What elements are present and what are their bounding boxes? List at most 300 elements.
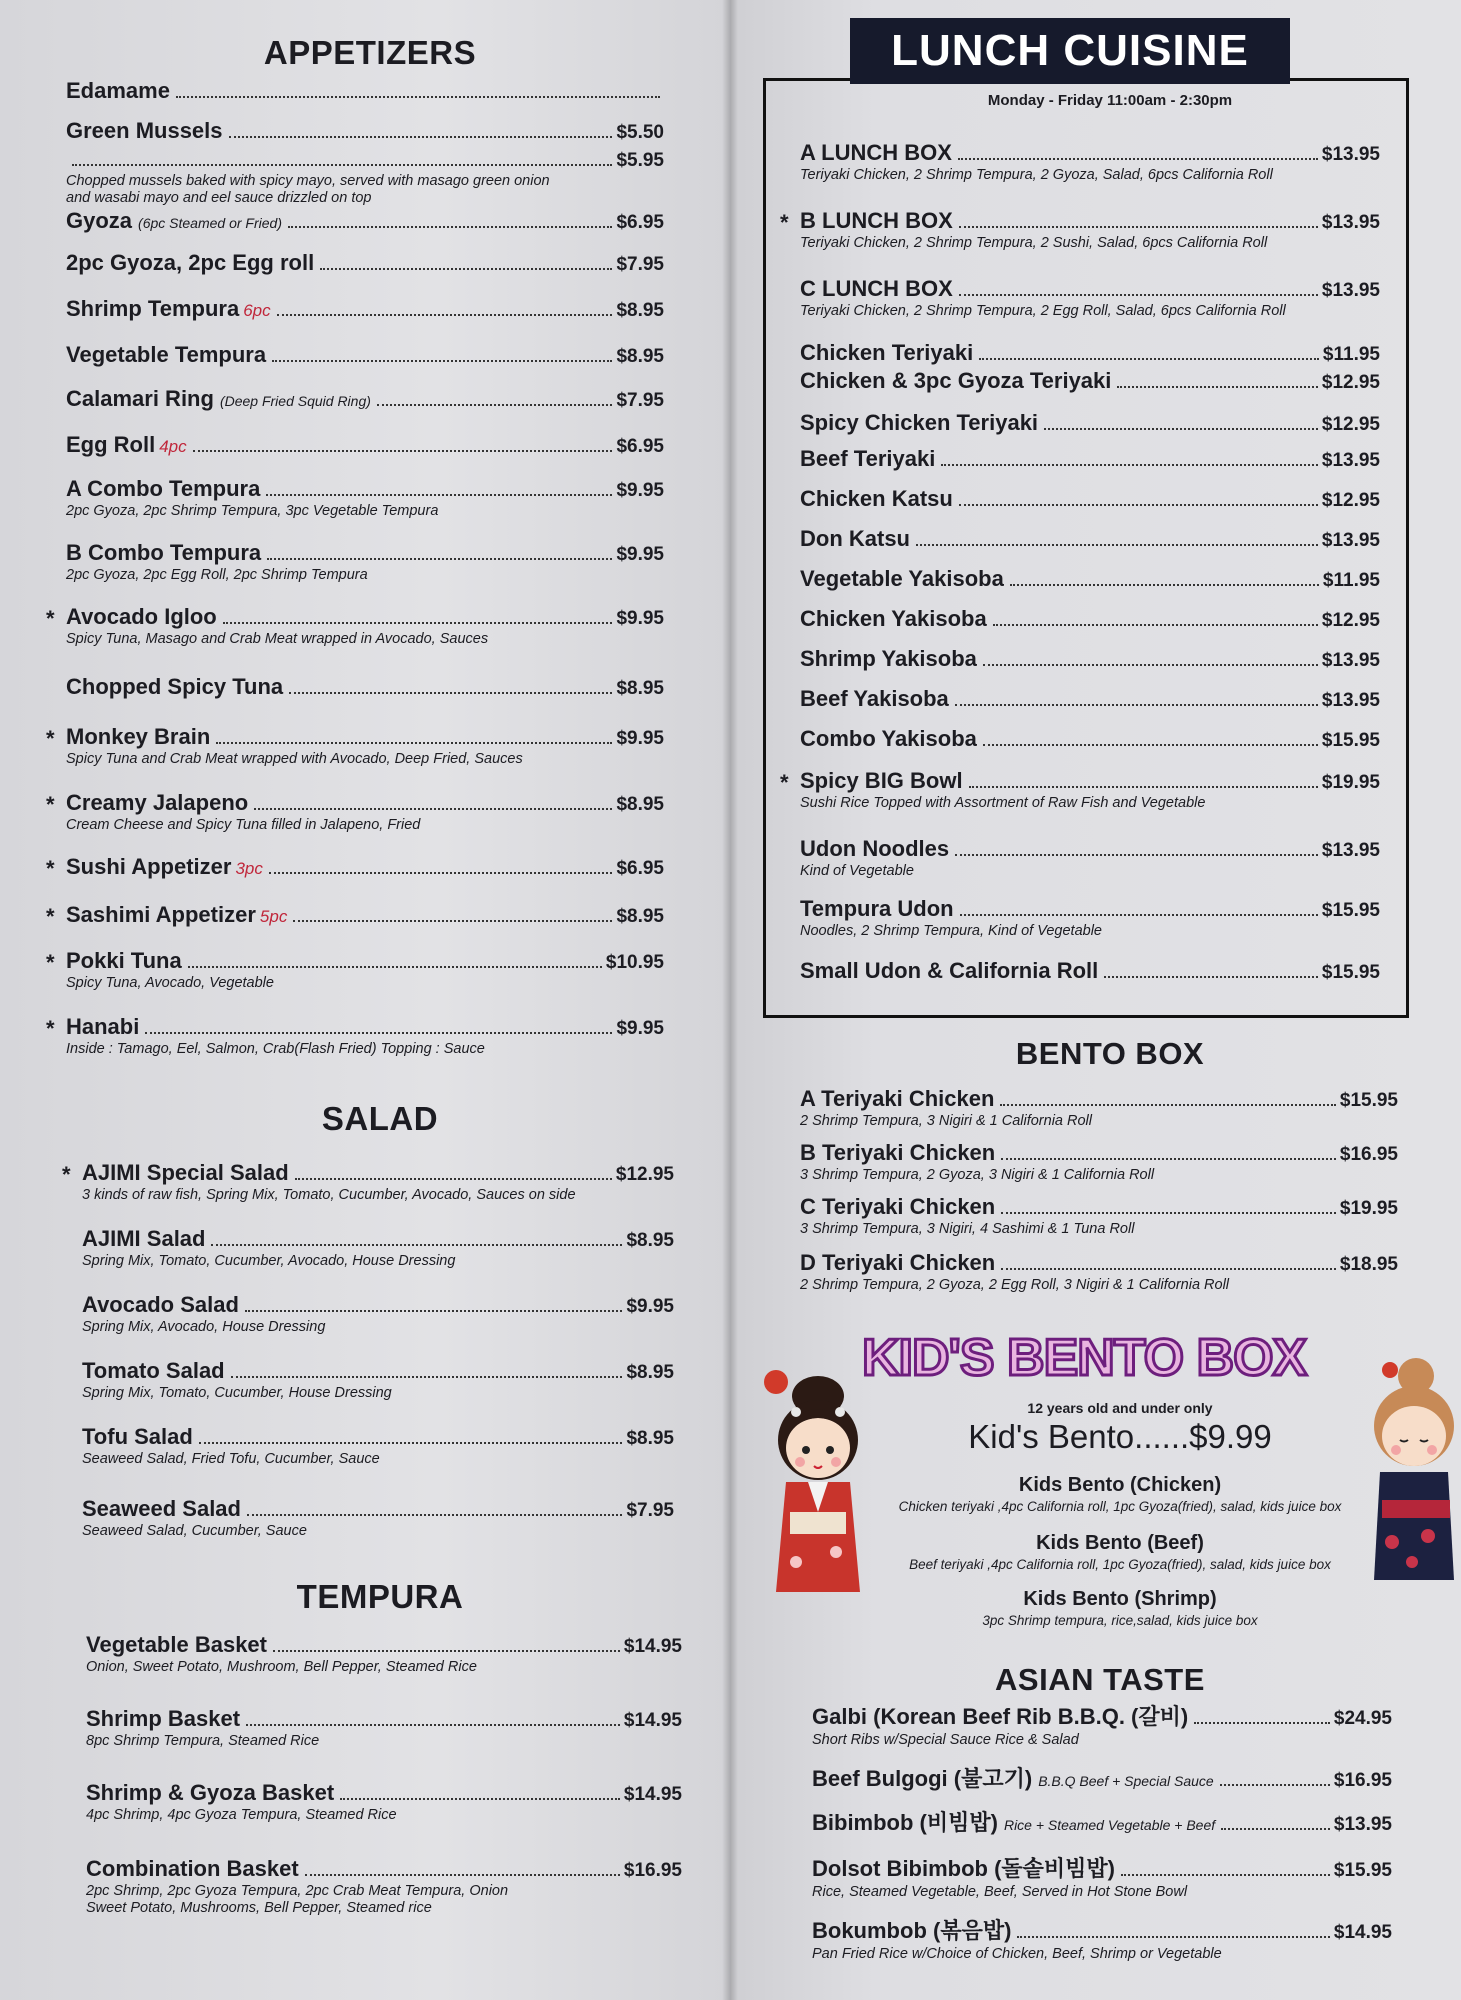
dot-leader (288, 226, 612, 228)
menu-item-name: Avocado Igloo (66, 604, 217, 629)
menu-item-name: Chicken Teriyaki (800, 340, 974, 365)
menu-item (66, 342, 664, 368)
menu-item-name: B Teriyaki Chicken (800, 1140, 996, 1165)
menu-item-price: $13.95 (1321, 450, 1380, 471)
menu-item-price: $13.95 (1321, 650, 1380, 671)
menu-item-quantity: 3pc (235, 859, 263, 878)
menu-item-name: Vegetable Basket (86, 1632, 267, 1657)
menu-item-description: Chopped mussels baked with spicy mayo, served with masago green onion and wasabi mayo and eel sauce drizzled on top (66, 173, 550, 206)
menu-item-description: 2 Shrimp Tempura, 3 Nigiri & 1 California Roll (800, 1113, 1092, 1129)
menu-item (66, 540, 664, 584)
menu-item-name: Galbi (Korean Beef Rib B.B.Q. (갈비) (812, 1704, 1189, 1729)
menu-item-note: (6pc Steamed or Fried) (138, 215, 282, 231)
menu-item (812, 1914, 1392, 1963)
menu-item-row (86, 1856, 682, 1882)
dot-leader (1104, 976, 1318, 978)
menu-item (812, 1700, 1392, 1749)
menu-item-name: Tomato Salad (82, 1358, 225, 1383)
menu-item (66, 296, 664, 322)
menu-item-price: $6.95 (616, 212, 664, 233)
menu-item-name: Chicken Katsu (800, 486, 953, 511)
menu-item-price: $8.95 (616, 906, 664, 927)
menu-item-row (86, 1780, 682, 1806)
dot-leader (246, 1724, 620, 1726)
menu-item-price: $13.95 (1321, 690, 1380, 711)
menu-item-row (812, 1806, 1392, 1837)
menu-item-description: 4pc Shrimp, 4pc Gyoza Tempura, Steamed Rice (86, 1807, 397, 1823)
dot-leader (955, 854, 1318, 856)
dot-leader (979, 358, 1319, 360)
menu-item (812, 1762, 1392, 1793)
menu-item (800, 1140, 1398, 1184)
menu-item-name: B LUNCH BOX (800, 208, 953, 233)
menu-item-price: $19.95 (1339, 1198, 1398, 1219)
menu-item-row (812, 1762, 1392, 1793)
menu-item (66, 150, 664, 207)
menu-item-row (800, 566, 1380, 592)
menu-item-row (66, 604, 664, 630)
menu-item-price: $6.95 (616, 858, 664, 879)
menu-item-name: AJIMI Salad (82, 1226, 206, 1251)
menu-item-price: $16.95 (623, 1860, 682, 1881)
menu-item-name: Bokumbob (볶음밥) (812, 1918, 1012, 1943)
menu-item (66, 386, 664, 412)
menu-item-name: A Combo Tempura (66, 476, 261, 501)
menu-item (46, 854, 664, 881)
menu-item-description: Noodles, 2 Shrimp Tempura, Kind of Vegetable (800, 923, 1102, 939)
menu-item (46, 724, 664, 768)
menu-item-price: $13.95 (1321, 530, 1380, 551)
menu-item-name: Small Udon & California Roll (800, 958, 1099, 983)
kids-bento-item (860, 1474, 1380, 1515)
dot-leader (295, 1178, 612, 1180)
dot-leader (254, 808, 612, 810)
menu-item-row (800, 368, 1380, 394)
menu-item-name: Spicy BIG Bowl (800, 768, 963, 793)
menu-item-price: $8.95 (616, 678, 664, 699)
dot-leader (176, 96, 660, 98)
menu-item-price: $18.95 (1339, 1254, 1398, 1275)
menu-item (46, 604, 664, 648)
kids-bento-price: Kid's Bento......$9.99 (968, 1418, 1272, 1455)
menu-item (800, 1250, 1398, 1294)
kids-bento-name: Kids Bento (Beef) (1036, 1532, 1204, 1554)
menu-item-name: Monkey Brain (66, 724, 211, 749)
menu-item-name: B Combo Tempura (66, 540, 262, 565)
menu-item (800, 486, 1380, 512)
dot-leader (983, 744, 1318, 746)
dot-leader (916, 544, 1318, 546)
menu-item-description: 3 Shrimp Tempura, 2 Gyoza, 3 Nigiri & 1 California Roll (800, 1167, 1155, 1183)
menu-item-price: $16.95 (1333, 1770, 1392, 1791)
menu-item-price: $8.95 (616, 300, 664, 321)
menu-item-row (66, 342, 664, 368)
menu-item-name: Dolsot Bibimbob (돌솥비빔밥) (812, 1856, 1116, 1881)
menu-item-name: Beef Yakisoba (800, 686, 949, 711)
kimono-doll-right-illustration (1358, 1348, 1458, 1588)
menu-item (66, 118, 664, 144)
menu-item-price: $16.95 (1339, 1144, 1398, 1165)
menu-item-name: A Teriyaki Chicken (800, 1086, 995, 1111)
menu-item-name: Avocado Salad (82, 1292, 239, 1317)
menu-item-row (800, 1086, 1398, 1112)
menu-item (780, 768, 1380, 812)
menu-item-row (66, 476, 664, 502)
menu-item-name: C LUNCH BOX (800, 276, 953, 301)
dot-leader (1001, 1158, 1336, 1160)
menu-item-row (800, 896, 1380, 922)
menu-item-description: Sushi Rice Topped with Assortment of Raw Fish and Vegetable (800, 795, 1206, 811)
menu-item-name: C Teriyaki Chicken (800, 1194, 996, 1219)
menu-item-price: $12.95 (1321, 490, 1380, 511)
menu-item-row (800, 958, 1380, 984)
menu-item-row (66, 724, 664, 750)
popular-star-icon: * (46, 950, 55, 975)
menu-item (800, 896, 1380, 940)
menu-item-price: $14.95 (623, 1636, 682, 1657)
popular-star-icon: * (780, 210, 789, 235)
dot-leader (1220, 1784, 1330, 1786)
menu-item-price: $9.95 (616, 1018, 664, 1039)
kids-bento-box-heading: KID'S BENTO BOX (862, 1329, 1307, 1387)
dot-leader (145, 1032, 612, 1034)
menu-item (800, 446, 1380, 472)
dot-leader (959, 504, 1318, 506)
dot-leader (1001, 1268, 1336, 1270)
dot-leader (229, 136, 613, 138)
menu-item (66, 432, 664, 458)
menu-item-description: 8pc Shrimp Tempura, Steamed Rice (86, 1733, 320, 1749)
menu-item-name: A LUNCH BOX (800, 140, 952, 165)
menu-item-name: Egg Roll (66, 432, 156, 457)
dot-leader (199, 1442, 623, 1444)
menu-item-name: Pokki Tuna (66, 948, 182, 973)
menu-item-name: Chicken & 3pc Gyoza Teriyaki (800, 368, 1112, 393)
menu-item-price: $13.95 (1321, 144, 1380, 165)
menu-item-note: B.B.Q Beef + Special Sauce (1038, 1773, 1214, 1789)
menu-item-row (66, 150, 664, 172)
menu-item-row (800, 276, 1380, 302)
menu-item-note: Rice + Steamed Vegetable + Beef (1003, 1817, 1216, 1833)
menu-item-price: $14.95 (1333, 1922, 1392, 1943)
menu-item-description: Spicy Tuna, Masago and Crab Meat wrapped in Avocado, Sauces (66, 631, 489, 647)
menu-item-quantity: 6pc (243, 301, 271, 320)
dot-leader (340, 1798, 620, 1800)
dot-leader (272, 360, 612, 362)
kids-bento-description: Beef teriyaki ,4pc California roll, 1pc Gyoza(fried), salad, kids juice box (909, 1557, 1331, 1572)
menu-item-name: Edamame (66, 78, 170, 103)
menu-item-name: Tempura Udon (800, 896, 954, 921)
popular-star-icon: * (46, 1016, 55, 1041)
menu-item-description: Spicy Tuna, Avocado, Vegetable (66, 975, 274, 991)
menu-item (86, 1632, 682, 1676)
menu-item-price: $14.95 (623, 1784, 682, 1805)
menu-item (800, 646, 1380, 672)
menu-item (800, 726, 1380, 752)
popular-star-icon: * (46, 726, 55, 751)
menu-item-description: 3 kinds of raw fish, Spring Mix, Tomato, Cucumber, Avocado, Sauces on side (82, 1187, 576, 1203)
menu-item-price: $8.95 (616, 346, 664, 367)
menu-item (86, 1706, 682, 1750)
menu-item-row (800, 410, 1380, 436)
menu-item-price: $9.95 (626, 1296, 674, 1317)
menu-item-price: $12.95 (615, 1164, 674, 1185)
menu-item-description: Kind of Vegetable (800, 863, 914, 879)
menu-item-row (66, 790, 664, 816)
menu-item (82, 1424, 674, 1468)
menu-item-row (800, 1250, 1398, 1276)
appetizers-heading: APPETIZERS (263, 34, 477, 71)
menu-item-name: D Teriyaki Chicken (800, 1250, 996, 1275)
dot-leader (1194, 1722, 1330, 1724)
menu-item-name: Udon Noodles (800, 836, 950, 861)
menu-item-price: $13.95 (1321, 212, 1380, 233)
menu-item-price: $15.95 (1333, 1860, 1392, 1881)
menu-item (66, 250, 664, 276)
dot-leader (231, 1376, 623, 1378)
menu-item-row (800, 446, 1380, 472)
menu-item (86, 1856, 682, 1917)
menu-item-quantity: 4pc (159, 437, 187, 456)
dot-leader (955, 704, 1318, 706)
menu-item (66, 476, 664, 520)
menu-item-price: $15.95 (1321, 900, 1380, 921)
menu-item-description: Spicy Tuna and Crab Meat wrapped with Avocado, Deep Fried, Sauces (66, 751, 523, 767)
menu-item-row (66, 296, 664, 322)
dot-leader (247, 1514, 622, 1516)
popular-star-icon: * (780, 770, 789, 795)
menu-item-price: $9.95 (616, 728, 664, 749)
kids-bento-item (860, 1532, 1380, 1573)
menu-item-price: $11.95 (1322, 344, 1380, 365)
menu-item-row (66, 386, 664, 412)
popular-star-icon: * (46, 792, 55, 817)
dot-leader (305, 1874, 620, 1876)
menu-item (800, 566, 1380, 592)
menu-item-row (800, 1194, 1398, 1220)
dot-leader (1221, 1828, 1330, 1830)
menu-item-price: $9.95 (616, 544, 664, 565)
menu-item-description: Spring Mix, Avocado, House Dressing (82, 1319, 326, 1335)
menu-item-row (86, 1632, 682, 1658)
dot-leader (245, 1310, 623, 1312)
menu-item-name: Shrimp Tempura (66, 296, 240, 321)
menu-item-name: Chicken Yakisoba (800, 606, 987, 631)
menu-item-row (800, 208, 1380, 234)
menu-item (46, 790, 664, 834)
menu-item-price: $13.95 (1333, 1814, 1392, 1835)
popular-star-icon: * (46, 606, 55, 631)
menu-item-name: Beef Bulgogi (불고기) (812, 1766, 1033, 1791)
kids-bento-name: Kids Bento (Chicken) (1018, 1474, 1222, 1496)
menu-item-row (800, 1140, 1398, 1166)
menu-item (812, 1852, 1392, 1901)
menu-item-row (66, 902, 664, 928)
dot-leader (320, 268, 612, 270)
popular-star-icon: * (46, 904, 55, 929)
menu-item-description: 2pc Gyoza, 2pc Egg Roll, 2pc Shrimp Tempura (66, 567, 368, 583)
menu-item (800, 606, 1380, 632)
tempura-heading: TEMPURA (296, 1578, 464, 1615)
menu-item (780, 208, 1380, 252)
page-fold (722, 0, 738, 2000)
menu-item-price: $6.95 (616, 436, 664, 457)
menu-item-name: Gyoza (66, 208, 133, 233)
menu-item-price: $13.95 (1321, 280, 1380, 301)
menu-item-name: Beef Teriyaki (800, 446, 936, 471)
menu-item-row (800, 686, 1380, 712)
dot-leader (188, 966, 602, 968)
menu-item-row (800, 646, 1380, 672)
dot-leader (273, 1650, 620, 1652)
menu-item-name: Sushi Appetizer (66, 854, 232, 879)
salad-heading: SALAD (321, 1100, 439, 1137)
menu-item-row (800, 606, 1380, 632)
dot-leader (993, 624, 1318, 626)
menu-item-row (812, 1914, 1392, 1945)
menu-item-description: Short Ribs w/Special Sauce Rice & Salad (812, 1732, 1079, 1748)
dot-leader (377, 404, 613, 406)
menu-item-row (66, 432, 664, 458)
dot-leader (983, 664, 1318, 666)
menu-item (800, 958, 1380, 984)
dot-leader (1017, 1936, 1329, 1938)
menu-item-price: $11.95 (1322, 570, 1380, 591)
dot-leader (941, 464, 1318, 466)
dot-leader (193, 450, 613, 452)
dot-leader (1117, 386, 1317, 388)
menu-item-row (800, 526, 1380, 552)
menu-item-row (66, 208, 664, 234)
dot-leader (267, 558, 612, 560)
menu-item-description: Spring Mix, Tomato, Cucumber, Avocado, House Dressing (82, 1253, 456, 1269)
menu-item-price: $5.95 (616, 150, 664, 171)
dot-leader (289, 692, 612, 694)
menu-item-row (812, 1852, 1392, 1883)
menu-item-row (86, 1706, 682, 1732)
menu-item-name: Combo Yakisoba (800, 726, 977, 751)
menu-item-price: $15.95 (1321, 962, 1380, 983)
menu-item (800, 526, 1380, 552)
menu-item-description: 2pc Gyoza, 2pc Shrimp Tempura, 3pc Vegetable Tempura (66, 503, 439, 519)
menu-item (800, 276, 1380, 320)
kids-age-note: 12 years old and under only (1027, 1400, 1213, 1416)
menu-item-name: Calamari Ring (66, 386, 214, 411)
menu-item-row (800, 726, 1380, 752)
menu-item-row (66, 948, 664, 974)
menu-item-row (800, 340, 1380, 366)
menu-item-name: Tofu Salad (82, 1424, 193, 1449)
menu-item (66, 674, 664, 700)
menu-item-price: $13.95 (1321, 840, 1380, 861)
menu-item (62, 1160, 674, 1204)
menu-item-description: Cream Cheese and Spicy Tuna filled in Jalapeno, Fried (66, 817, 421, 833)
menu-item-name: Shrimp & Gyoza Basket (86, 1780, 335, 1805)
menu-item-note: (Deep Fried Squid Ring) (219, 393, 371, 409)
dot-leader (958, 158, 1318, 160)
menu-item-row (82, 1292, 674, 1318)
menu-item-description: Seaweed Salad, Fried Tofu, Cucumber, Sauce (82, 1451, 380, 1467)
menu-item (46, 948, 664, 992)
menu-item-name: AJIMI Special Salad (82, 1160, 289, 1185)
menu-item-name: Shrimp Basket (86, 1706, 241, 1731)
menu-item-price: $15.95 (1339, 1090, 1398, 1111)
menu-item-description: Inside : Tamago, Eel, Salmon, Crab(Flash Fried) Topping : Sauce (66, 1041, 485, 1057)
dot-leader (1121, 1874, 1330, 1876)
menu-item-name: Vegetable Yakisoba (800, 566, 1004, 591)
asian-taste-heading: ASIAN TASTE (995, 1662, 1205, 1697)
menu-item-row (812, 1700, 1392, 1731)
menu-item-row (800, 768, 1380, 794)
kimono-doll-left-illustration (756, 1352, 886, 1602)
bento-box-heading: BENTO BOX (1015, 1036, 1205, 1071)
menu-item (800, 340, 1380, 366)
menu-item (82, 1292, 674, 1336)
menu-item-row (66, 1014, 664, 1040)
menu-item-price: $8.95 (626, 1428, 674, 1449)
dot-leader (1000, 1104, 1335, 1106)
menu-item-row (82, 1496, 674, 1522)
menu-item-name: Shrimp Yakisoba (800, 646, 977, 671)
menu-item-row (82, 1226, 674, 1252)
dot-leader (959, 294, 1318, 296)
menu-item (800, 368, 1380, 394)
menu-item-price: $12.95 (1321, 372, 1380, 393)
menu-item-name: Spicy Chicken Teriyaki (800, 410, 1039, 435)
menu-item (46, 1014, 664, 1058)
menu-item-row (82, 1160, 674, 1186)
menu-item-name: Seaweed Salad (82, 1496, 241, 1521)
lunch-hours: Monday - Friday 11:00am - 2:30pm (987, 92, 1233, 109)
dot-leader (269, 872, 613, 874)
menu-item-price: $8.95 (616, 794, 664, 815)
popular-star-icon: * (46, 856, 55, 881)
menu-item-row (800, 140, 1380, 166)
menu-item-price: $19.95 (1321, 772, 1380, 793)
menu-item-name: Vegetable Tempura (66, 342, 267, 367)
menu-item-price: $7.95 (616, 254, 664, 275)
menu-item-row (66, 540, 664, 566)
menu-item-description: 2 Shrimp Tempura, 2 Gyoza, 2 Egg Roll, 3 Nigiri & 1 California Roll (800, 1277, 1230, 1293)
menu-item-description: Seaweed Salad, Cucumber, Sauce (82, 1523, 307, 1539)
popular-star-icon: * (62, 1162, 71, 1187)
menu-item (800, 140, 1380, 184)
menu-item-name: Combination Basket (86, 1856, 299, 1881)
menu-item (800, 1194, 1398, 1238)
menu-item (800, 410, 1380, 436)
menu-item (800, 1086, 1398, 1130)
menu-item (86, 1780, 682, 1824)
menu-item-price: $8.95 (626, 1230, 674, 1251)
menu-item-price: $7.95 (626, 1500, 674, 1521)
dot-leader (266, 494, 612, 496)
menu-item-price: $14.95 (623, 1710, 682, 1731)
menu-item-description: Pan Fried Rice w/Choice of Chicken, Beef, Shrimp or Vegetable (812, 1946, 1222, 1962)
menu-item-description: Teriyaki Chicken, 2 Shrimp Tempura, 2 Gyoza, Salad, 6pcs California Roll (800, 167, 1273, 183)
kids-bento-item (860, 1588, 1380, 1629)
dot-leader (223, 622, 613, 624)
dot-leader (960, 914, 1318, 916)
menu-item (66, 208, 664, 234)
menu-item-quantity: 5pc (259, 907, 288, 926)
kids-bento-description: Chicken teriyaki ,4pc California roll, 1pc Gyoza(fried), salad, kids juice box (898, 1499, 1342, 1514)
dot-leader (1044, 428, 1318, 430)
menu-item-description: Onion, Sweet Potato, Mushroom, Bell Pepper, Steamed Rice (86, 1659, 477, 1675)
menu-item (800, 836, 1380, 880)
menu-item-row (66, 250, 664, 276)
menu-item-description: 2pc Shrimp, 2pc Gyoza Tempura, 2pc Crab Meat Tempura, Onion Sweet Potato, Mushrooms, Bell Pepper, Steamed rice (86, 1883, 509, 1916)
lunch-cuisine-heading: LUNCH CUISINE (850, 18, 1290, 84)
